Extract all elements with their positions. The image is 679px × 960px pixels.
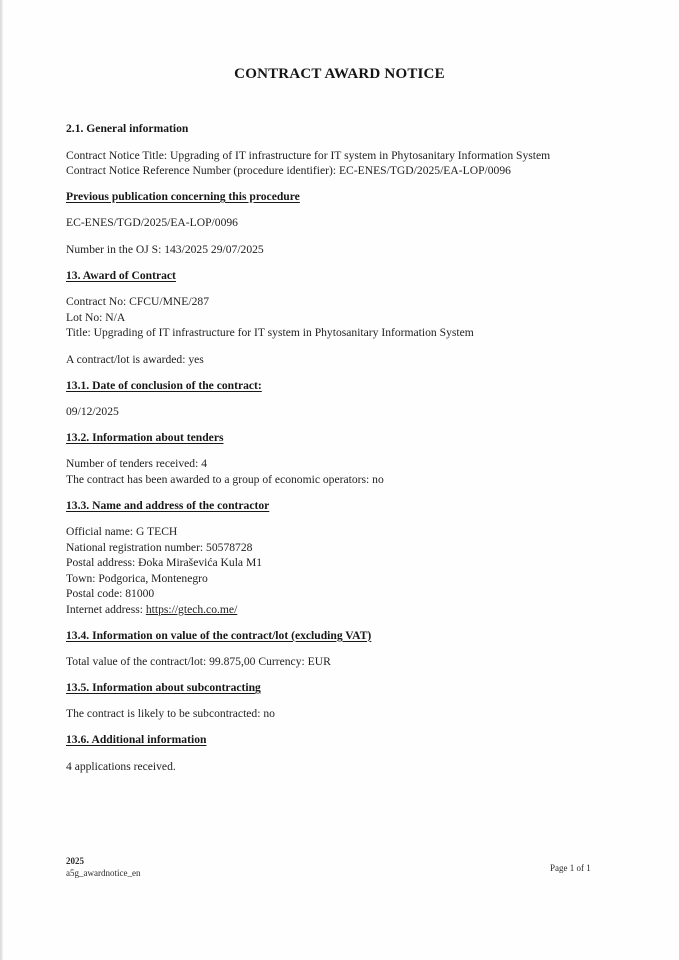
section-additional-information [66,732,626,774]
group-award-status: The contract has been awarded to a group of economic operators: no [66,472,384,486]
section-heading: 13. Award of Contract [66,268,176,282]
page-edge-shadow [0,0,3,960]
internet-address-label: Internet address: [66,603,146,617]
lot-number: Lot No: N/A [66,310,126,324]
contractor-registration-number: National registration number: 50578728 [66,540,253,554]
contractor-internet-address [66,602,626,618]
contractor-website-link[interactable]: https://gtech.co.me/ [145,603,238,617]
section-heading: 13.5. Information about subcontracting [66,680,261,694]
oj-number: Number in the OJ S: 143/2025 29/07/2025 [66,242,264,256]
conclusion-date: 09/12/2025 [66,405,119,419]
contract-notice-reference: Contract Notice Reference Number (procedure identifier): EC-ENES/TGD/2025/EA-LOP/0096 [66,164,511,178]
section-heading: 2.1. General information [66,122,189,135]
subcontracting-status: The contract is likely to be subcontracted: no [66,707,275,721]
footer-year: 2025 [66,856,84,866]
section-general-information [66,121,626,179]
section-subcontracting [66,680,626,722]
section-heading: 13.4. Information on value of the contract/lot (excluding VAT) [66,628,372,642]
section-heading: 13.1. Date of conclusion of the contract: [66,378,262,392]
footer-document-info [66,855,140,879]
contractor-postal-code: Postal code: 81000 [66,587,155,601]
document-body [66,121,626,774]
section-heading: Previous publication concerning this procedure [66,189,300,203]
total-contract-value: Total value of the contract/lot: 99.875,00 Currency: EUR [66,655,331,669]
section-contract-value [66,628,626,670]
contract-awarded-status: A contract/lot is awarded: yes [66,352,204,366]
additional-information-text: 4 applications received. [66,759,176,773]
contract-title: Title: Upgrading of IT infrastructure for IT system in Phytosanitary Information System [66,326,474,340]
contractor-town: Town: Podgorica, Montenegro [66,571,208,585]
contractor-official-name: Official name: G TECH [66,525,178,539]
page-number: Page 1 of 1 [550,863,591,873]
previous-publication-reference: EC-ENES/TGD/2025/EA-LOP/0096 [66,216,238,230]
contract-notice-title: Contract Notice Title: Upgrading of IT infrastructure for IT system in Phytosanitary Information System [66,148,551,162]
tenders-received: Number of tenders received: 4 [66,457,207,471]
section-date-of-conclusion [66,378,626,420]
footer-doc-code: a5g_awardnotice_en [66,868,141,878]
section-heading: 13.3. Name and address of the contractor [66,498,270,512]
contract-number: Contract No: CFCU/MNE/287 [66,295,209,309]
section-heading: 13.6. Additional information [66,733,207,747]
section-award-of-contract [66,268,626,368]
contractor-postal-address: Postal address: Đoka Miraševića Kula M1 [66,556,263,570]
section-heading: 13.2. Information about tenders [66,430,224,444]
section-contractor [66,498,626,618]
section-tenders [66,430,626,488]
section-previous-publication [66,189,626,258]
document-title: CONTRACT AWARD NOTICE [234,66,445,82]
